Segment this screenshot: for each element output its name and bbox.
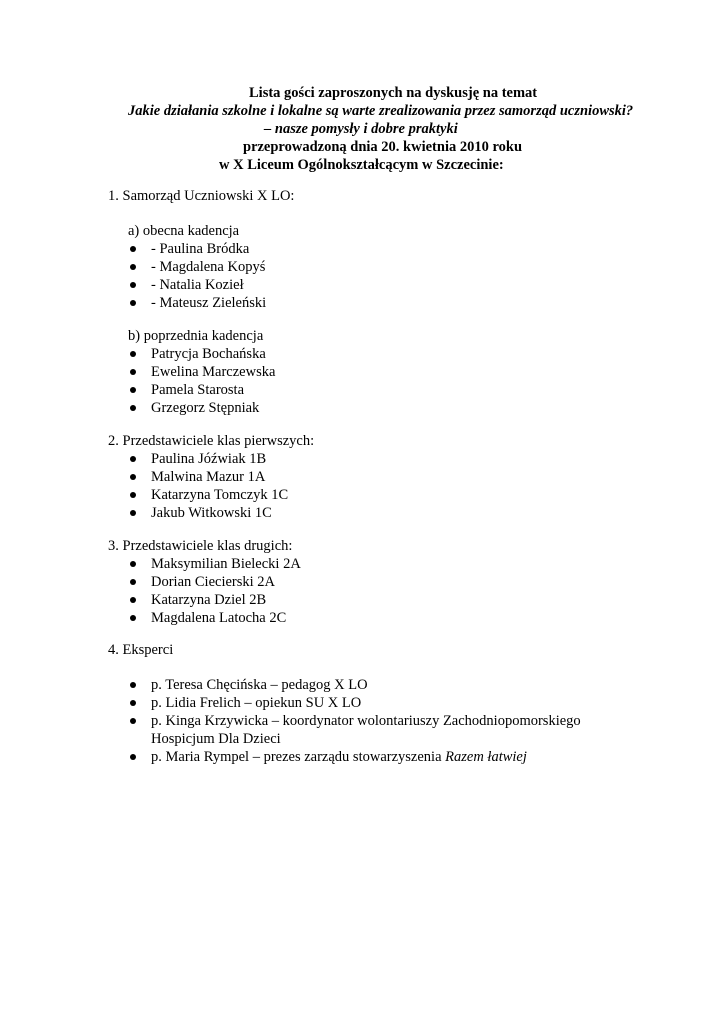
- list-item-text: p. Lidia Frelich – opiekun SU X LO: [151, 695, 362, 711]
- list-item-text: Magdalena Latocha 2C: [151, 610, 287, 626]
- list-item-text-plain: p. Maria Rympel – prezes zarządu stowarzyszenia: [151, 749, 446, 765]
- bullet-icon: [130, 510, 136, 516]
- list-item-text: p. Kinga Krzywicka – koordynator wolontariuszy Zachodniopomorskiego: [151, 713, 581, 729]
- section-1b-label: b) poprzednia kadencja: [128, 328, 264, 344]
- bullet-icon: [130, 405, 136, 411]
- list-item-text: [151, 748, 527, 766]
- list-item-text: Paulina Jóźwiak 1B: [151, 451, 267, 467]
- bullet-icon: [130, 615, 136, 621]
- heading-line-topic: Jakie działania szkolne i lokalne są warte zrealizowania przez samorząd uczniowski?: [128, 103, 634, 119]
- bullet-icon: [130, 492, 136, 498]
- heading-line-date: przeprowadzoną dnia 20. kwietnia 2010 roku: [243, 139, 523, 155]
- list-item-text: - Natalia Kozieł: [151, 277, 244, 293]
- bullet-icon: [130, 754, 136, 760]
- list-item-text: - Mateusz Zieleński: [151, 295, 267, 311]
- bullet-icon: [130, 579, 136, 585]
- list-item-text: Maksymilian Bielecki 2A: [151, 556, 301, 572]
- bullet-icon: [130, 561, 136, 567]
- list-item-text: - Magdalena Kopyś: [151, 259, 266, 275]
- bullet-icon: [130, 300, 136, 306]
- section-1a-label: a) obecna kadencja: [128, 223, 240, 239]
- list-item-text: Jakub Witkowski 1C: [151, 505, 272, 521]
- list-item-text: Katarzyna Dziel 2B: [151, 592, 267, 608]
- heading-line-place: w X Liceum Ogólnokształcącym w Szczecinie:: [219, 157, 504, 173]
- list-item-text: Katarzyna Tomczyk 1C: [151, 487, 289, 503]
- list-item-text: Dorian Ciecierski 2A: [151, 574, 276, 590]
- bullet-icon: [130, 387, 136, 393]
- bullet-icon: [130, 682, 136, 688]
- list-item-text: Pamela Starosta: [151, 382, 245, 398]
- list-item-text: Patrycja Bochańska: [151, 346, 266, 362]
- section-2-title: 2. Przedstawiciele klas pierwszych:: [108, 433, 315, 449]
- bullet-icon: [130, 474, 136, 480]
- association-name: Razem łatwiej: [445, 749, 527, 765]
- heading-line-title: Lista gości zaproszonych na dyskusję na temat: [249, 85, 538, 101]
- list-item-text: Ewelina Marczewska: [151, 364, 276, 380]
- heading-line-subtopic: – nasze pomysły i dobre praktyki: [264, 121, 458, 137]
- bullet-icon: [130, 718, 136, 724]
- list-item-text: Hospicjum Dla Dzieci: [151, 731, 281, 747]
- bullet-icon: [130, 246, 136, 252]
- bullet-icon: [130, 456, 136, 462]
- bullet-icon: [130, 264, 136, 270]
- bullet-icon: [130, 282, 136, 288]
- bullet-icon: [130, 597, 136, 603]
- section-4-title: 4. Eksperci: [108, 642, 174, 658]
- list-item-text: p. Teresa Chęcińska – pedagog X LO: [151, 677, 368, 693]
- list-item-text: Malwina Mazur 1A: [151, 469, 266, 485]
- section-1-title: 1. Samorząd Uczniowski X LO:: [108, 188, 295, 204]
- section-3-title: 3. Przedstawiciele klas drugich:: [108, 538, 293, 554]
- list-item-text: Grzegorz Stępniak: [151, 400, 260, 416]
- bullet-icon: [130, 369, 136, 375]
- bullet-icon: [130, 351, 136, 357]
- bullet-icon: [130, 700, 136, 706]
- list-item-text: - Paulina Bródka: [151, 241, 250, 257]
